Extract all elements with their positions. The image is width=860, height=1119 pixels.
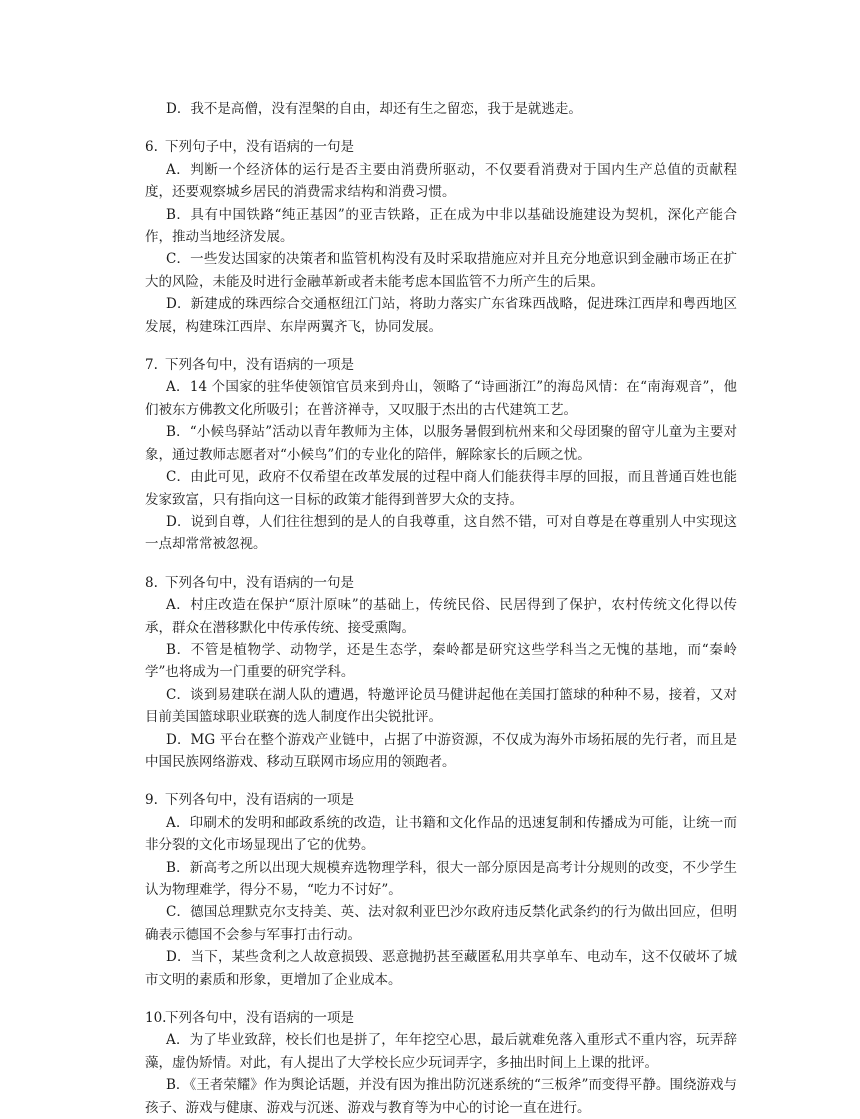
question-block <box>145 1007 737 1119</box>
answer-option: B．具有中国铁路“纯正基因”的亚吉铁路，正在成为中非以基础设施建设为契机，深化产能合作，推动当地经济发展。 <box>145 206 737 246</box>
answer-option: C．由此可见，政府不仅希望在改革发展的过程中商人们能获得丰厚的回报，而且普通百姓也能发家致富，只有指向这一目标的政策才能得到普罗大众的支持。 <box>145 469 737 508</box>
question-number: 7. <box>145 357 158 374</box>
question-stem <box>145 354 737 376</box>
answer-option: A．村庄改造在保护“原汁原味”的基础上，传统民俗、民居得到了保护，农村传统文化得以传承，群众在潜移默化中传承传统、接受熏陶。 <box>145 597 737 636</box>
question-number: 9. <box>145 792 158 809</box>
answer-option: C．德国总理默克尔支持美、英、法对叙利亚巴沙尔政府违反禁化武条约的行为做出回应，但明确表示德国不会参与军事打击行动。 <box>145 904 737 943</box>
answer-option: D．新建成的珠西综合交通枢纽江门站，将助力落实广东省珠西战略，促进珠江西岸和粤西地区发展，构建珠江西岸、东岸两翼齐飞，协同发展。 <box>145 296 737 335</box>
answer-option: D．当下，某些贪利之人故意损毁、恶意抛扔甚至藏匿私用共享单车、电动车，这不仅破坏了城市文明的素质和形象，更增加了企业成本。 <box>145 949 737 988</box>
question-text: 下列各句中，没有语病的一项是 <box>165 357 354 374</box>
answer-option: A．14 个国家的驻华使领馆官员来到舟山，领略了“诗画浙江”的海岛风情：在“南海观音”，他们被东方佛教文化所吸引；在普济禅寺，又叹服于杰出的古代建筑工艺。 <box>145 379 737 418</box>
question-text: 下列各句中，没有语病的一项是 <box>165 792 354 809</box>
question-text: 下列句子中，没有语病的一句是 <box>165 139 354 156</box>
lead-option: D．我不是高僧，没有涅槃的自由，却还有生之留恋，我于是就逃走。 <box>166 101 582 117</box>
question-number: 6. <box>145 139 158 156</box>
answer-option: D．说到自尊，人们往往想到的是人的自我尊重，这自然不错，可对自尊是在尊重别人中实现这一点却常常被忽视。 <box>145 513 737 553</box>
question-stem <box>145 136 737 158</box>
question-block <box>145 354 737 556</box>
answer-option: A．印刷术的发明和邮政系统的改造，让书籍和文化作品的迅速复制和传播成为可能，让统一而非分裂的文化市场显现出了它的优势。 <box>145 814 737 854</box>
question-list <box>145 136 737 1119</box>
question-text: 下列各句中，没有语病的一项是 <box>165 1010 354 1027</box>
answer-option: B．新高考之所以出现大规模弃选物理学科，很大一部分原因是高考计分规则的改变，不少学生认为物理难学，得分不易，“吃力不讨好”。 <box>145 859 737 898</box>
question-stem <box>145 572 737 594</box>
answer-option: A．为了毕业致辞，校长们也是拼了，年年挖空心思，最后就难免落入重形式不重内容，玩弄辞藻，虚伪矫情。对此，有人提出了大学校长应少玩词弄字，多抽出时间上上课的批评。 <box>145 1032 737 1071</box>
answer-option: C．一些发达国家的决策者和监管机构没有及时采取措施应对并且充分地意识到金融市场正在扩大的风险，未能及时进行金融革新或者未能考虑本国监管不力所产生的后果。 <box>145 251 737 290</box>
question-stem <box>145 789 737 811</box>
answer-option: B．不管是植物学、动物学，还是生态学，秦岭都是研究这些学科当之无愧的基地，而“秦岭学”也将成为一门重要的研究学科。 <box>145 641 737 681</box>
answer-option: A．判断一个经济体的运行是否主要由消费所驱动，不仅要看消费对于国内生产总值的贡献程度，还要观察城乡居民的消费需求结构和消费习惯。 <box>145 161 737 201</box>
question-number: 10. <box>145 1010 167 1027</box>
question-block <box>145 789 737 991</box>
question-block <box>145 572 737 774</box>
document-body <box>145 98 737 1119</box>
question-stem <box>145 1007 737 1029</box>
question-text: 下列各句中，没有语病的一句是 <box>165 574 354 591</box>
question-block <box>145 136 737 338</box>
answer-option: B．《王者荣耀》作为舆论话题，并没有因为推出防沉迷系统的“三板斧”而变得平静。围绕游戏与孩子、游戏与健康、游戏与沉迷、游戏与教育等为中心的讨论一直在进行。 <box>145 1077 737 1116</box>
question-number: 8. <box>145 574 158 591</box>
answer-option: B．“小候鸟驿站”活动以青年教师为主体，以服务暑假到杭州来和父母团聚的留守儿童为主要对象，通过教师志愿者对“小候鸟”们的专业化的陪伴，解除家长的后顾之忧。 <box>145 424 737 463</box>
answer-option: D．MG 平台在整个游戏产业链中，占据了中游资源，不仅成为海外市场拓展的先行者，而且是中国民族网络游戏、移动互联网市场应用的领跑者。 <box>145 731 737 770</box>
answer-option: C．谈到易建联在湖人队的遭遇，特邀评论员马健讲起他在美国打篮球的种种不易，接着，又对目前美国篮球职业联赛的选人制度作出尖锐批评。 <box>145 686 737 726</box>
